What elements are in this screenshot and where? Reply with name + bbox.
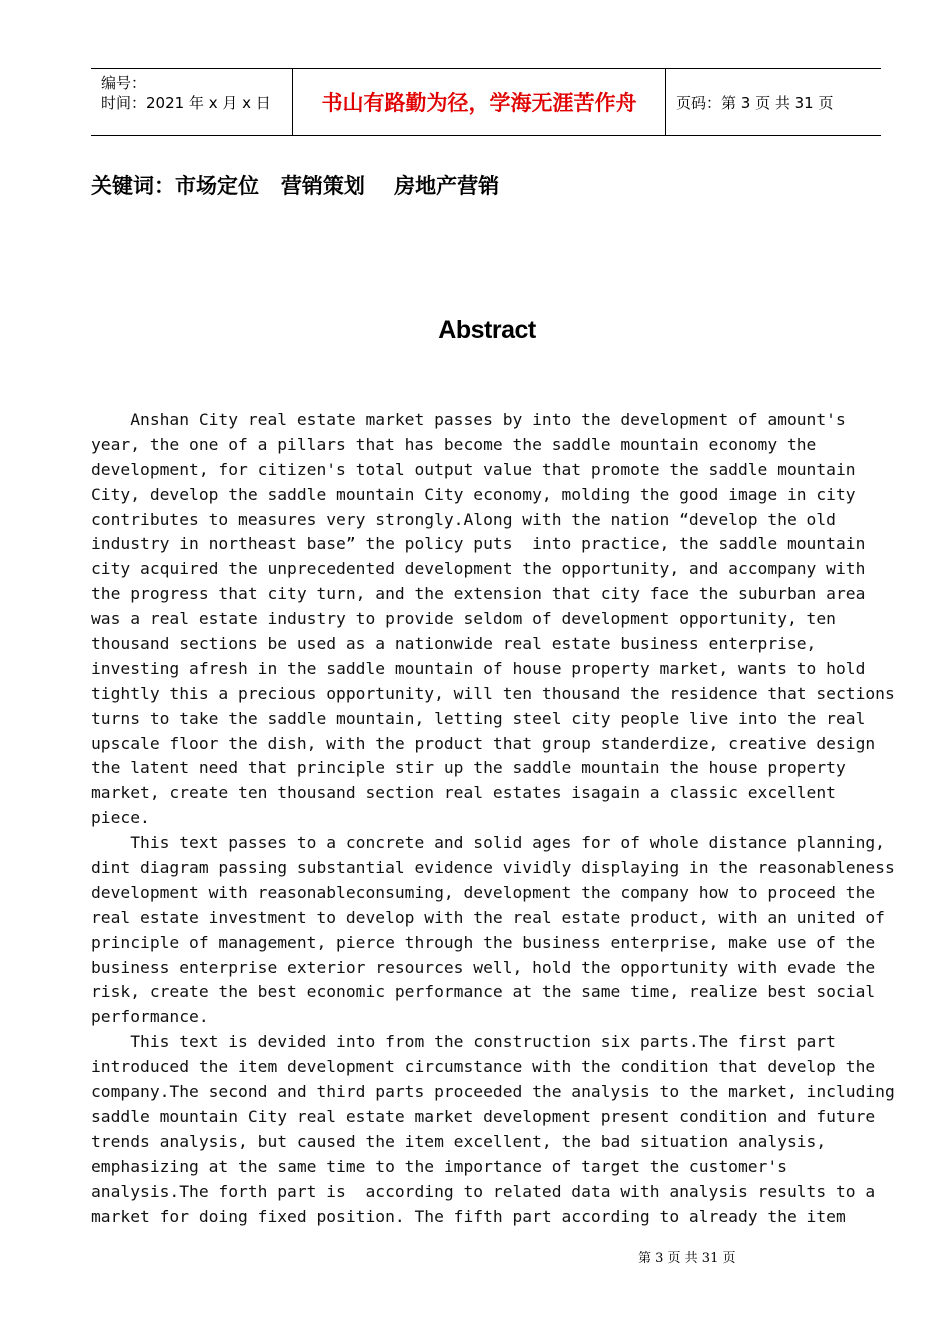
abstract-line: market for doing fixed position. The fifth part according to already the item: [91, 1206, 846, 1226]
page-header: [91, 68, 881, 136]
abstract-line: the latent need that principle stir up the saddle mountain the house property: [91, 758, 846, 778]
abstract-line: investing afresh in the saddle mountain of house property market, wants to hold: [91, 658, 866, 678]
abstract-line: Anshan City real estate market passes by into the development of amount's: [91, 410, 846, 429]
abstract-line: City, develop the saddle mountain City economy, molding the good image in city: [91, 484, 856, 504]
header-page-label: 页码：第 3 页 共 31 页: [676, 93, 834, 112]
abstract-line: piece.: [91, 808, 150, 828]
abstract-line: thousand sections be used as a nationwide real estate business enterprise,: [91, 634, 817, 654]
abstract-line: emphasizing at the same time to the importance of target the customer's: [91, 1156, 787, 1176]
abstract-line: company.The second and third parts proceeded the analysis to the market, including: [91, 1082, 895, 1102]
abstract-body: [91, 408, 895, 1229]
abstract-line: dint diagram passing substantial evidence vividly displaying in the reasonableness: [91, 858, 895, 878]
abstract-line: This text is devided into from the construction six parts.The first part: [91, 1032, 836, 1052]
keywords-line: 关键词：市场定位 营销策划 房地产营销: [91, 174, 500, 198]
abstract-line: business enterprise exterior resources well, hold the opportunity with evade the: [91, 957, 876, 977]
abstract-line: was a real estate industry to provide seldom of development opportunity, ten: [91, 609, 836, 629]
motto-text: 书山有路勤为径，学海无涯苦作舟: [321, 91, 637, 115]
abstract-line: tightly this a precious opportunity, will ten thousand the residence that sections: [91, 683, 895, 703]
abstract-title: Abstract: [438, 316, 536, 344]
abstract-line: saddle mountain City real estate market development present condition and future: [91, 1106, 876, 1126]
abstract-line: performance.: [91, 1007, 209, 1027]
abstract-line: This text passes to a concrete and solid ages for of whole distance planning,: [91, 833, 885, 853]
abstract-line: introduced the item development circumstance with the condition that develop the: [91, 1057, 876, 1077]
header-page-info: [666, 69, 881, 135]
abstract-line: market, create ten thousand section real estates isagain a classic excellent: [91, 783, 836, 803]
abstract-line: city acquired the unprecedented development the opportunity, and accompany with: [91, 559, 866, 579]
page-footer: 第 3 页 共 31 页: [638, 1251, 736, 1266]
abstract-line: real estate investment to develop with the real estate product, with an united of: [91, 907, 885, 927]
abstract-line: analysis.The forth part is according to related data with analysis results to a: [91, 1181, 876, 1201]
abstract-line: the progress that city turn, and the extension that city face the suburban area: [91, 584, 866, 604]
abstract-line: trends analysis, but caused the item excellent, the bad situation analysis,: [91, 1131, 827, 1151]
document-time-label: 时间：2021 年 x 月 x 日: [101, 94, 271, 112]
header-meta: [91, 69, 293, 135]
document-number-label: 编号：: [101, 74, 147, 92]
abstract-line: year, the one of a pillars that has become the saddle mountain economy the: [91, 434, 817, 454]
abstract-line: risk, create the best economic performance at the same time, realize best social: [91, 982, 876, 1002]
abstract-line: industry in northeast base” the policy puts into practice, the saddle mountain: [91, 534, 866, 554]
header-motto: [293, 69, 666, 135]
abstract-line: upscale floor the dish, with the product that group standerdize, creative design: [91, 733, 876, 753]
abstract-line: development, for citizen's total output value that promote the saddle mountain: [91, 459, 856, 479]
abstract-line: principle of management, pierce through the business enterprise, make use of the: [91, 932, 876, 952]
abstract-line: contributes to measures very strongly.Along with the nation “develop the old: [91, 509, 836, 529]
abstract-line: turns to take the saddle mountain, letting steel city people live into the real: [91, 708, 866, 728]
abstract-line: development with reasonableconsuming, development the company how to proceed the: [91, 882, 876, 902]
